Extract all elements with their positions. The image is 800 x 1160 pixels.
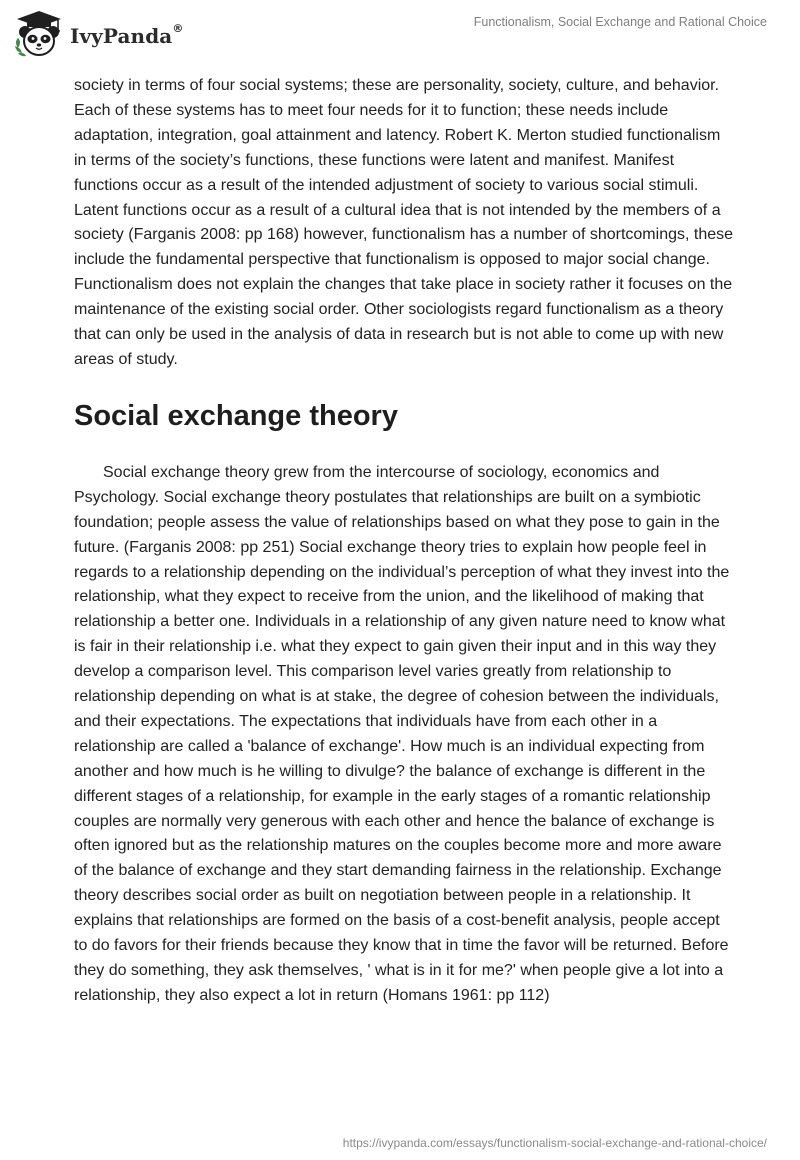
intro-paragraph: society in terms of four social systems; these are personality, society, culture, and behavior. Each of these systems has to meet four needs for it to function; these needs include adaptation, integration, goal attainment and latency. Robert K. Merton studied functionalism in terms of the society’s functions, these functions were latent and manifest. Manifest functions occur as a result of the intended adjustment of society to various social stimuli. Latent functions occur as a result of a cultural idea that is not intended by the members of a society (Farganis 2008: pp 168) however, functionalism has a number of shortcomings, these include the fundamental perspective that functionalism is opposed to major social change. Functionalism does not explain the changes that take place in society rather it focuses on the maintenance of the existing social order. Other sociologists regard functionalism as a theory that can only be used in the analysis of data in research but is not able to come up with new areas of study. — [74, 77, 734, 368]
ivypanda-logo[interactable] — [12, 8, 183, 60]
footer-source-url[interactable]: https://ivypanda.com/essays/functionalism-social-exchange-and-rational-choice/ — [342, 1136, 767, 1150]
logo-wordmark: IvyPanda® — [70, 22, 184, 48]
page-header — [0, 0, 800, 72]
section-paragraph: Social exchange theory grew from the intercourse of sociology, economics and Psychology. Social exchange theory postulates that relationships are built on a symbiotic foundation; people assess the value of relationships based on what they pose to gain in the future. (Farganis 2008: pp 251) Social exchange theory tries to explain how people feel in regards to a relationship depending on the individual’s perception of what they invest into the relationship, what they expect to receive from the union, and the likelihood of making that relationship a better one. Individuals in a relationship of any given nature need to know what is fair in their relationship i.e. what they expect to gain given their input and in this way they develop a comparison level. This comparison level varies greatly from relationship to relationship depending on what is at stake, the degree of cohesion between the individuals, and their expectations. The expectations that individuals have from each other in a relationship are called a 'balance of exchange'. How much is an individual expecting from another and how much is he willing to divulge? the balance of exchange is different in the different stages of a relationship, for example in the early stages of a romantic relationship couples are normally very generous with each other and hence the balance of exchange is often ignored but as the relationship matures on the couples become more and more aware of the balance of exchange and they start demanding fairness in the relationship. Exchange theory describes social order as built on negotiation between people in a relationship. It explains that relationships are formed on the basis of a cost-benefit analysis, people accept to do favors for their friends because they know that in time the favor will be returned. Before they do something, they ask themselves, ' what is in it for me?' when people give a lot into a relationship, they also expect a lot in return (Homans 1961: pp 112) — [74, 463, 730, 1004]
document-title: Functionalism, Social Exchange and Rational Choice — [473, 15, 767, 29]
registered-mark: ® — [172, 22, 184, 35]
panda-graduation-cap-icon — [12, 8, 66, 60]
essay-content — [74, 74, 734, 1009]
section-heading: Social exchange theory — [74, 399, 398, 432]
